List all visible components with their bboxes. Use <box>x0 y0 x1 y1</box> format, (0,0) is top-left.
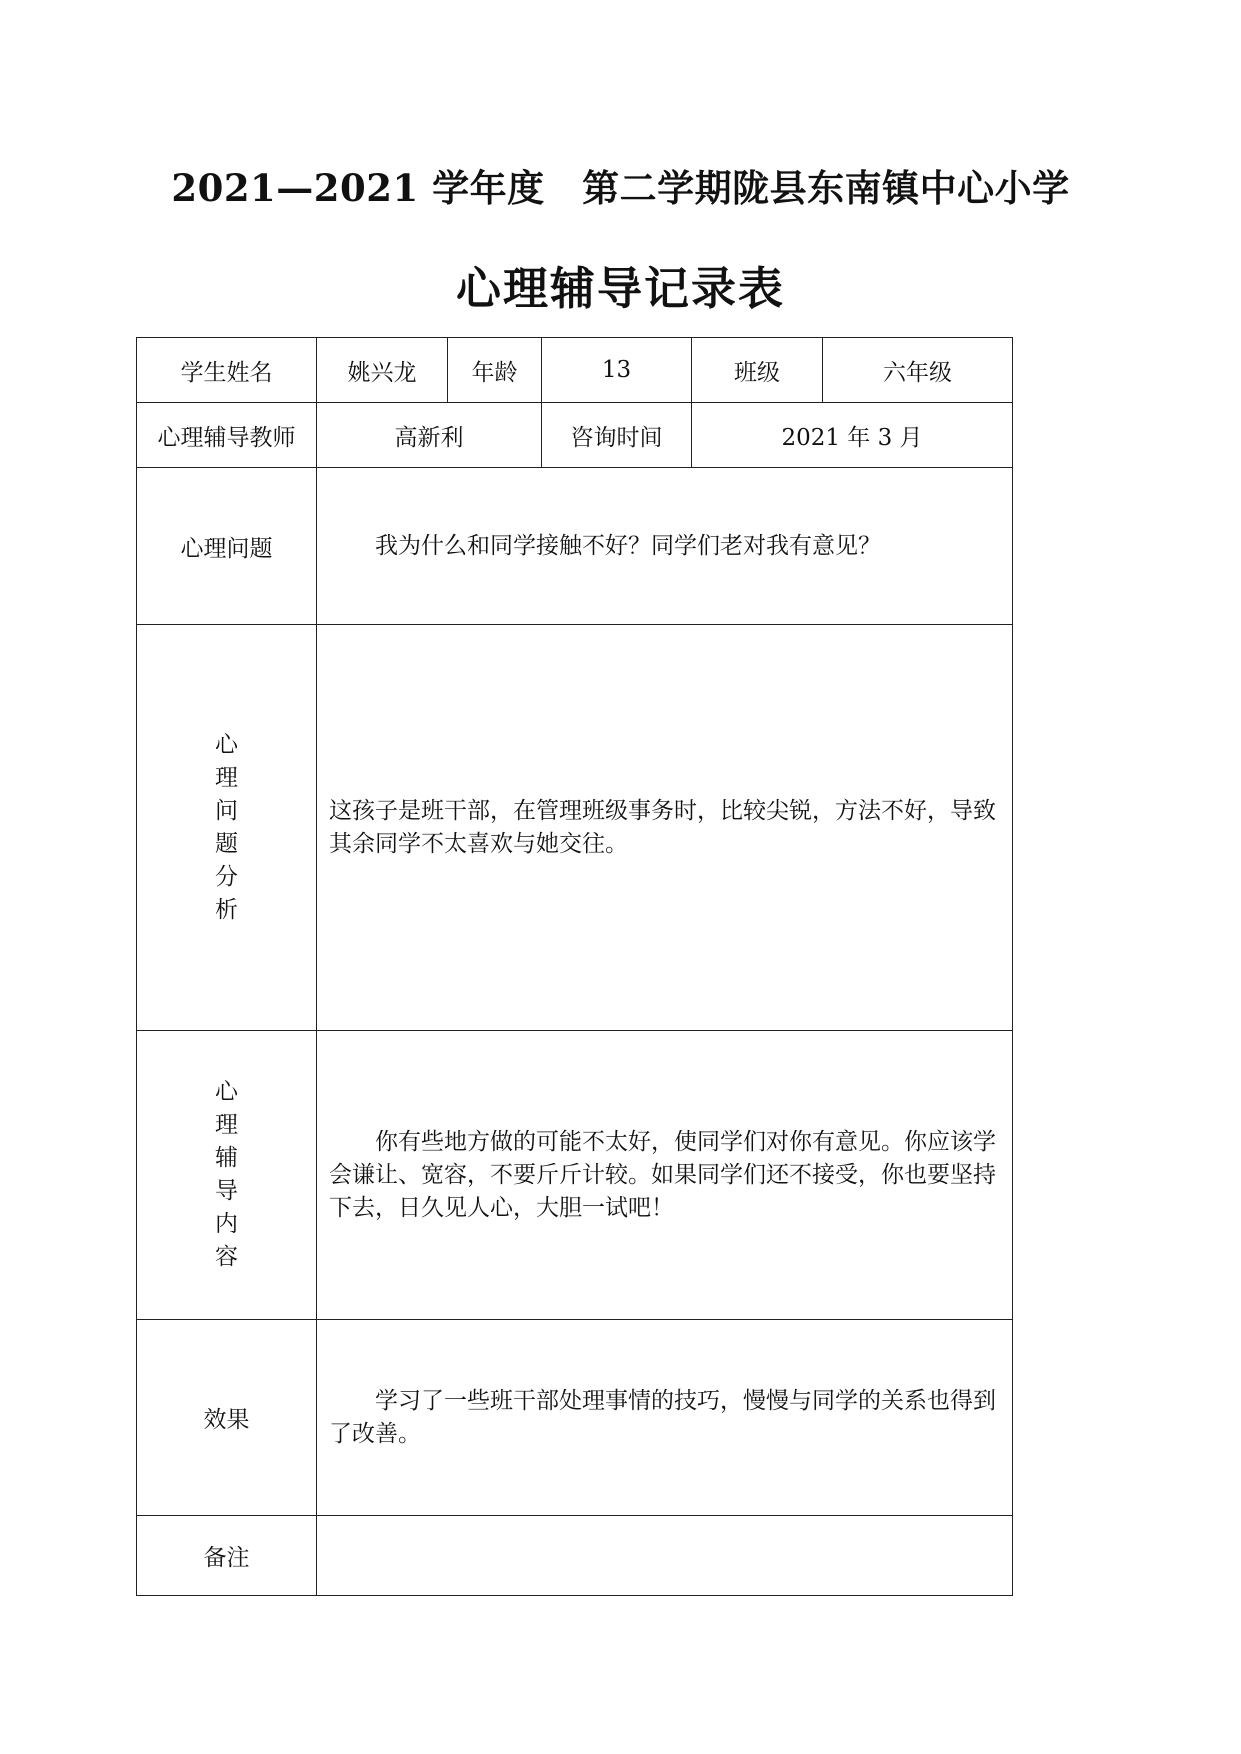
remarks-row <box>137 1516 1013 1596</box>
teacher-label: 心理辅导教师 <box>137 403 317 468</box>
content-label-char: 内 <box>215 1211 238 1237</box>
analysis-label-char: 问 <box>215 797 238 824</box>
document-title: 2021—2021 学年度 第二学期陇县东南镇中心小学 <box>171 166 1070 210</box>
teacher-value: 高新利 <box>317 403 542 468</box>
analysis-label-char: 理 <box>215 764 238 791</box>
content-label <box>137 1031 317 1320</box>
content-label-char: 导 <box>215 1178 238 1204</box>
consult-time-value: 2021 年 3 月 <box>692 403 1013 468</box>
content-label-char: 心 <box>215 1079 238 1105</box>
form-title: 心理辅导记录表 <box>455 262 785 315</box>
content-label-char: 辅 <box>215 1145 238 1171</box>
analysis-row <box>137 625 1013 1031</box>
analysis-label <box>137 625 317 1031</box>
analysis-label-char: 心 <box>215 731 238 758</box>
student-name-label: 学生姓名 <box>137 338 317 403</box>
analysis-text: 这孩子是班干部，在管理班级事务时，比较尖锐，方法不好，导致其余同学不太喜欢与她交往。 <box>317 625 1013 1031</box>
content-text: 你有些地方做的可能不太好，使同学们对你有意见。你应该学会谦让、宽容，不要斤斤计较。如果同学们还不接受，你也要坚持下去，日久见人心，大胆一试吧！ <box>317 1031 1013 1320</box>
problem-row <box>137 468 1013 625</box>
remarks-text <box>317 1516 1013 1596</box>
student-info-row <box>137 338 1013 403</box>
analysis-label-char: 析 <box>215 896 238 923</box>
problem-label: 心理问题 <box>137 468 317 625</box>
analysis-label-char: 题 <box>215 830 238 857</box>
age-label: 年龄 <box>448 338 542 403</box>
effect-row <box>137 1320 1013 1516</box>
counseling-record-table <box>136 337 1013 1596</box>
age-value: 13 <box>542 338 692 403</box>
effect-text: 学习了一些班干部处理事情的技巧，慢慢与同学的关系也得到了改善。 <box>317 1320 1013 1516</box>
content-label-char: 容 <box>215 1244 238 1270</box>
content-label-char: 理 <box>215 1112 238 1138</box>
student-name-value: 姚兴龙 <box>317 338 448 403</box>
effect-label: 效果 <box>137 1320 317 1516</box>
content-row <box>137 1031 1013 1320</box>
teacher-info-row <box>137 403 1013 468</box>
consult-time-label: 咨询时间 <box>542 403 692 468</box>
class-label: 班级 <box>692 338 823 403</box>
analysis-label-char: 分 <box>215 863 238 890</box>
class-value: 六年级 <box>823 338 1013 403</box>
problem-text: 我为什么和同学接触不好？同学们老对我有意见？ <box>317 468 1013 625</box>
remarks-label: 备注 <box>137 1516 317 1596</box>
